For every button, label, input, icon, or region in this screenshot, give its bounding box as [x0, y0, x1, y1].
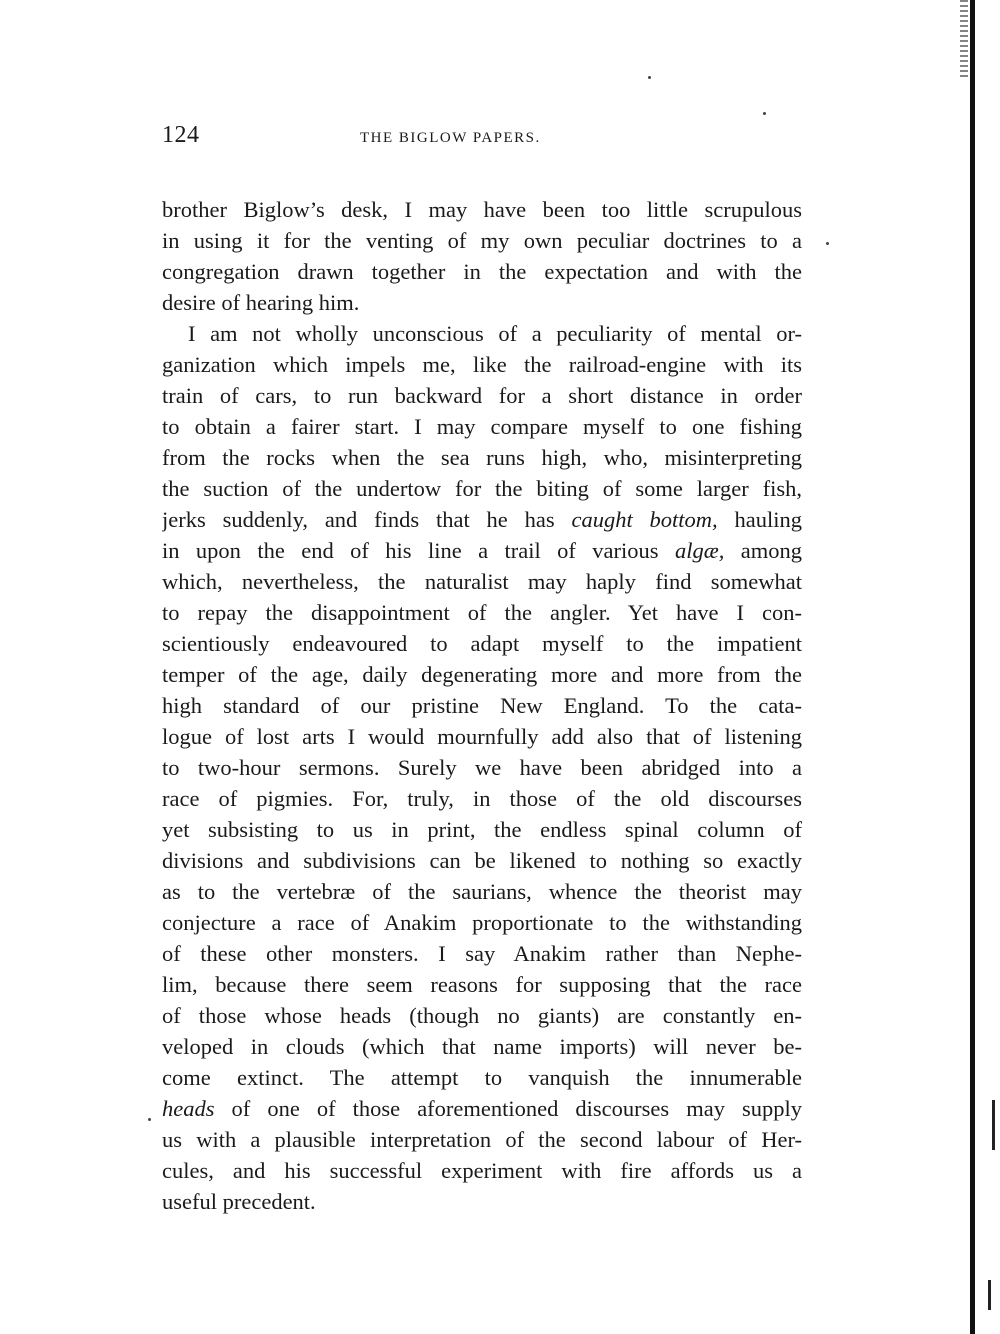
text-line: high standard of our pristine New England. To the cata-	[162, 693, 802, 718]
text-line	[162, 1093, 802, 1124]
italic-phrase: caught bottom,	[571, 507, 718, 532]
text-line: from the rocks when the sea runs high, who, misinterpreting	[162, 445, 802, 470]
body-text	[162, 194, 802, 1217]
paper-speck	[648, 76, 651, 79]
binding-mark	[992, 1100, 995, 1150]
text-line: which, nevertheless, the naturalist may haply find somewhat	[162, 569, 802, 594]
page-binding-edge	[970, 0, 975, 1334]
text-segment: among	[740, 538, 802, 563]
running-title: THE BIGLOW PAPERS.	[360, 130, 541, 146]
text-line	[162, 504, 802, 535]
text-line: of these other monsters. I say Anakim rather than Nephe-	[162, 941, 802, 966]
page-header	[162, 122, 802, 154]
text-line: veloped in clouds (which that name imports) will never be-	[162, 1034, 802, 1059]
text-line: the suction of the undertow for the biting of some larger fish,	[162, 476, 802, 501]
text-line: divisions and subdivisions can be likened to nothing so exactly	[162, 848, 802, 873]
text-line: as to the vertebræ of the saurians, whence the theorist may	[162, 879, 802, 904]
italic-phrase: algæ,	[674, 538, 725, 563]
text-segment: of one of those aforementioned discourses may supply	[231, 1096, 802, 1121]
text-line: scientiously endeavoured to adapt myself to the impatient	[162, 631, 802, 656]
binding-speckle	[960, 0, 968, 80]
text-line	[162, 535, 802, 566]
text-segment: hauling	[734, 507, 802, 532]
text-line: to repay the disappointment of the angler. Yet have I con-	[162, 600, 802, 625]
text-line: us with a plausible interpretation of the second labour of Her-	[162, 1127, 802, 1152]
text-line: come extinct. The attempt to vanquish the innumerable	[162, 1065, 802, 1090]
text-line: cules, and his successful experiment with fire affords us a	[162, 1158, 802, 1183]
text-line: train of cars, to run backward for a short distance in order	[162, 383, 802, 408]
text-line: of those whose heads (though no giants) are constantly en-	[162, 1003, 802, 1028]
text-line: I am not wholly unconscious of a peculiarity of mental or-	[188, 321, 802, 346]
binding-mark	[988, 1280, 991, 1310]
text-line: yet subsisting to us in print, the endless spinal column of	[162, 817, 802, 842]
text-line: lim, because there seem reasons for supposing that the race	[162, 972, 802, 997]
text-segment: jerks suddenly, and finds that he has	[162, 507, 555, 532]
text-line: logue of lost arts I would mournfully add also that of listening	[162, 724, 802, 749]
text-line: conjecture a race of Anakim proportionate to the withstanding	[162, 910, 802, 935]
paper-speck	[826, 242, 829, 245]
italic-phrase: heads	[162, 1096, 215, 1121]
text-line: useful precedent.	[162, 1189, 316, 1214]
page-number: 124	[162, 122, 200, 148]
paper-speck	[763, 112, 766, 115]
text-line: race of pigmies. For, truly, in those of the old discourses	[162, 786, 802, 811]
text-line: brother Biglow’s desk, I may have been too little scrupulous	[162, 197, 802, 222]
text-line: ganization which impels me, like the railroad-engine with its	[162, 352, 802, 377]
text-line: in using it for the venting of my own peculiar doctrines to a	[162, 228, 802, 253]
text-line: temper of the age, daily degenerating more and more from the	[162, 662, 802, 687]
text-line: desire of hearing him.	[162, 290, 360, 315]
text-segment: in upon the end of his line a trail of various	[162, 538, 659, 563]
text-line: to two-hour sermons. Surely we have been abridged into a	[162, 755, 802, 780]
text-line: congregation drawn together in the expectation and with the	[162, 259, 802, 284]
paper-speck	[148, 1118, 151, 1121]
text-line: to obtain a fairer start. I may compare myself to one fishing	[162, 414, 802, 439]
